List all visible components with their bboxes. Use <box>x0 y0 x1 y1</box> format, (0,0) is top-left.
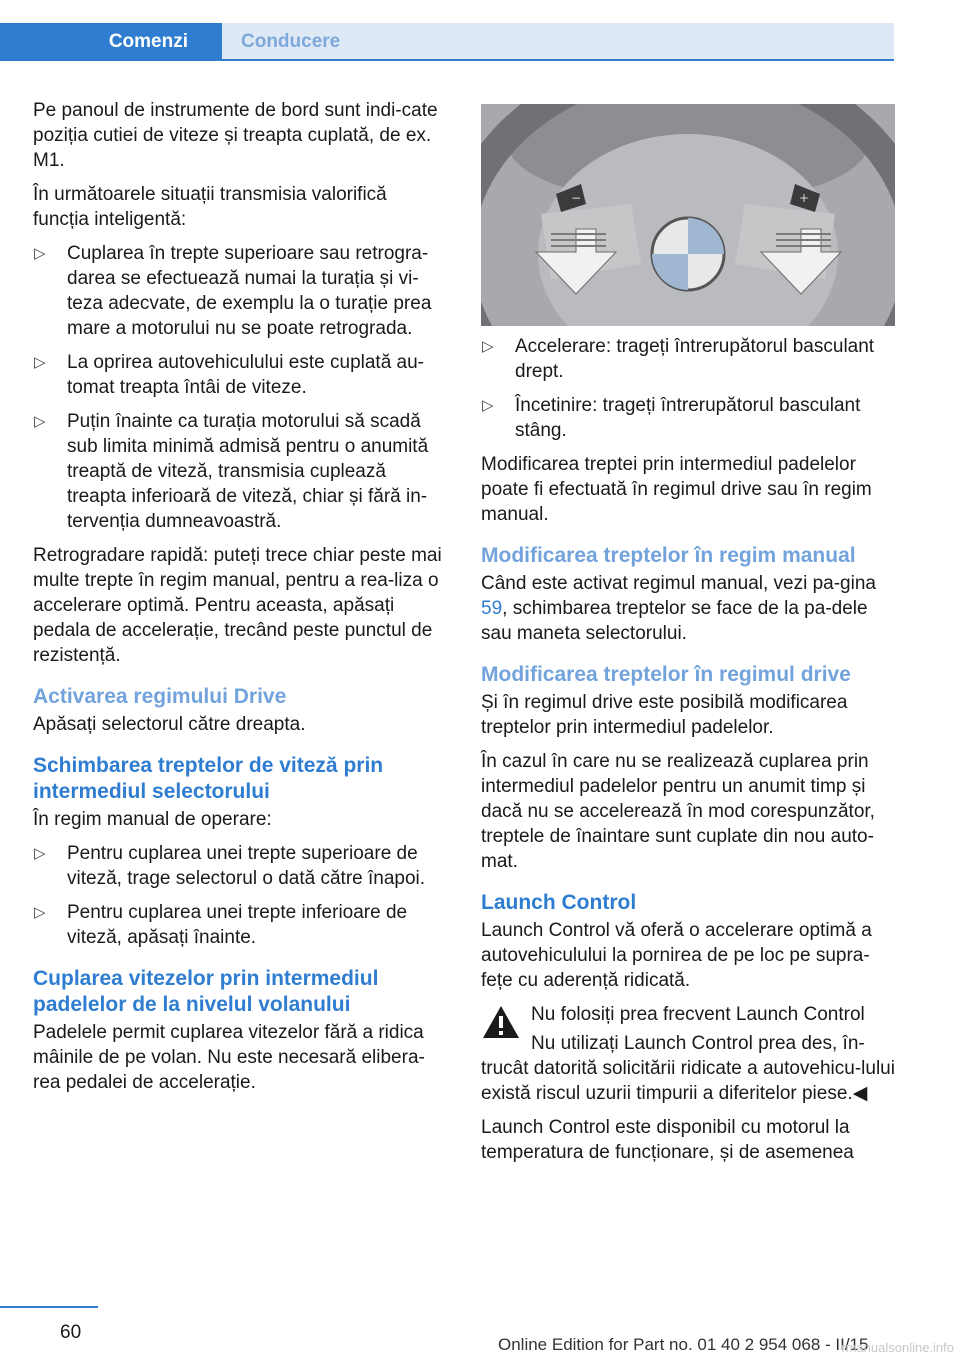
section-heading: Schimbarea treptelor de viteză prin intermediul selectorului <box>33 754 384 803</box>
tab-conducere[interactable]: Conducere <box>222 23 894 61</box>
paragraph: În cazul în care nu se realizează cuplarea prin intermediul padelelor pentru un anumit timp și dacă nu se accelerează în mod corespunzător, treptele de înaintare sunt cuplate din nou auto-mat. <box>481 751 875 872</box>
bullet-list <box>33 841 447 950</box>
page-number: 60 <box>60 1322 82 1343</box>
list-item-text: Accelerare: trageți întrerupătorul basculant drept. <box>515 336 875 382</box>
tab-comenzi[interactable]: Comenzi <box>0 23 222 61</box>
paragraph: Launch Control vă oferă o accelerare optimă a autovehiculului la pornirea de pe loc pe supra-fețe cu aderență ridicată. <box>481 920 872 991</box>
bullet-list <box>33 241 447 534</box>
list-item <box>33 900 447 950</box>
triangle-bullet-icon: ▷ <box>482 338 494 355</box>
header-divider <box>0 59 894 61</box>
paragraph <box>481 571 895 646</box>
list-item <box>33 350 447 400</box>
section-heading: Launch Control <box>481 891 637 914</box>
section-heading: Modificarea treptelor în regimul drive <box>481 663 851 686</box>
triangle-bullet-icon: ▷ <box>34 245 46 262</box>
list-item-text: La oprirea autovehiculului este cuplată au-tomat treapta întâi de viteze. <box>67 352 425 398</box>
list-item <box>33 241 447 341</box>
list-item <box>33 409 447 534</box>
warning-triangle-icon <box>481 1004 521 1047</box>
paragraph: Pe panoul de instrumente de bord sunt indi-cate poziția cutiei de viteze și treapta cuplată, de ex. M1. <box>33 100 438 171</box>
triangle-bullet-icon: ▷ <box>34 845 46 862</box>
paragraph: În regim manual de operare: <box>33 809 272 830</box>
paragraph: Apăsați selectorul către dreapta. <box>33 714 306 735</box>
paragraph: Modificarea treptei prin intermediul padelelor poate fi efectuată în regimul drive sau în regim manual. <box>481 454 872 525</box>
paragraph-text: , schimbarea treptelor se face de la pa-dele sau maneta selectorului. <box>481 598 868 644</box>
list-item <box>481 334 895 384</box>
steering-wheel-illustration <box>481 104 895 326</box>
list-item-text: Pentru cuplarea unei trepte inferioare de viteză, apăsați înainte. <box>67 902 408 948</box>
warning-title: Nu folosiți prea frecvent Launch Control <box>531 1004 865 1025</box>
list-item-text: Cuplarea în trepte superioare sau retrogra-darea se efectuează numai la turația și vi-teza adecvate, de exemplu la o turație prea mare a motorului nu se poate retrograda. <box>67 243 432 339</box>
paragraph: Retrogradare rapidă: puteți trece chiar peste mai multe trepte în regim manual, pentru a rea-liza o accelerare optimă. Pentru aceasta, apăsați pedala de accelerație, trecând peste punctul de rezistență. <box>33 545 442 666</box>
triangle-bullet-icon: ▷ <box>34 354 46 371</box>
paragraph: Și în regimul drive este posibilă modificarea treptelor prin intermediul padelelor. <box>481 692 848 738</box>
triangle-bullet-icon: ▷ <box>34 904 46 921</box>
edition-text: Online Edition for Part no. 01 40 2 954 068 - II/15 <box>498 1335 869 1354</box>
list-item-text: Pentru cuplarea unei trepte superioare de viteză, trage selectorul o dată către înapoi. <box>67 843 426 889</box>
triangle-bullet-icon: ▷ <box>482 397 494 414</box>
list-item <box>481 393 895 443</box>
bullet-list <box>481 334 895 443</box>
header-tabs <box>0 23 894 61</box>
section-heading: Cuplarea vitezelor prin intermediul padelelor de la nivelul volanului <box>33 967 379 1016</box>
paddle-minus-label: − <box>571 191 582 205</box>
watermark: rmanualsonline.info <box>841 1340 954 1355</box>
paragraph: În următoarele situații transmisia valorifică funcția inteligentă: <box>33 184 387 230</box>
warning-box <box>481 1002 895 1027</box>
list-item <box>33 841 447 891</box>
section-heading: Modificarea treptelor în regim manual <box>481 544 856 567</box>
section-heading: Activarea regimului Drive <box>33 685 287 708</box>
paragraph-text: Când este activat regimul manual, vezi pa-gina <box>481 573 876 594</box>
triangle-bullet-icon: ▷ <box>34 413 46 430</box>
list-item-text: Încetinire: trageți întrerupătorul basculant stâng. <box>515 395 861 441</box>
paddle-plus-label: + <box>799 191 810 205</box>
page-link[interactable]: 59 <box>481 598 503 619</box>
left-column <box>33 98 447 1104</box>
footer-divider <box>0 1306 98 1308</box>
paragraph: Padelele permit cuplarea vitezelor fără a ridica mâinile de pe volan. Nu este necesară elibera-rea pedalei de accelerație. <box>33 1022 425 1093</box>
paragraph: Launch Control este disponibil cu motorul la temperatura de funcționare, și de asemenea <box>481 1117 854 1163</box>
warning-text: Nu utilizați Launch Control prea des, în-trucât datorită solicitării ridicate a autovehicu-lului există riscul uzurii timpurii a diferitelor piese.◀ <box>481 1033 895 1104</box>
right-column <box>481 104 895 1174</box>
list-item-text: Puțin înainte ca turația motorului să scadă sub limita minimă admisă pentru o anumită treaptă de viteză, transmisia cuplează treapta inferioară de viteză, chiar și fără in-tervenția dumneavoastră. <box>67 411 429 532</box>
steering-wheel-icon <box>481 104 895 326</box>
